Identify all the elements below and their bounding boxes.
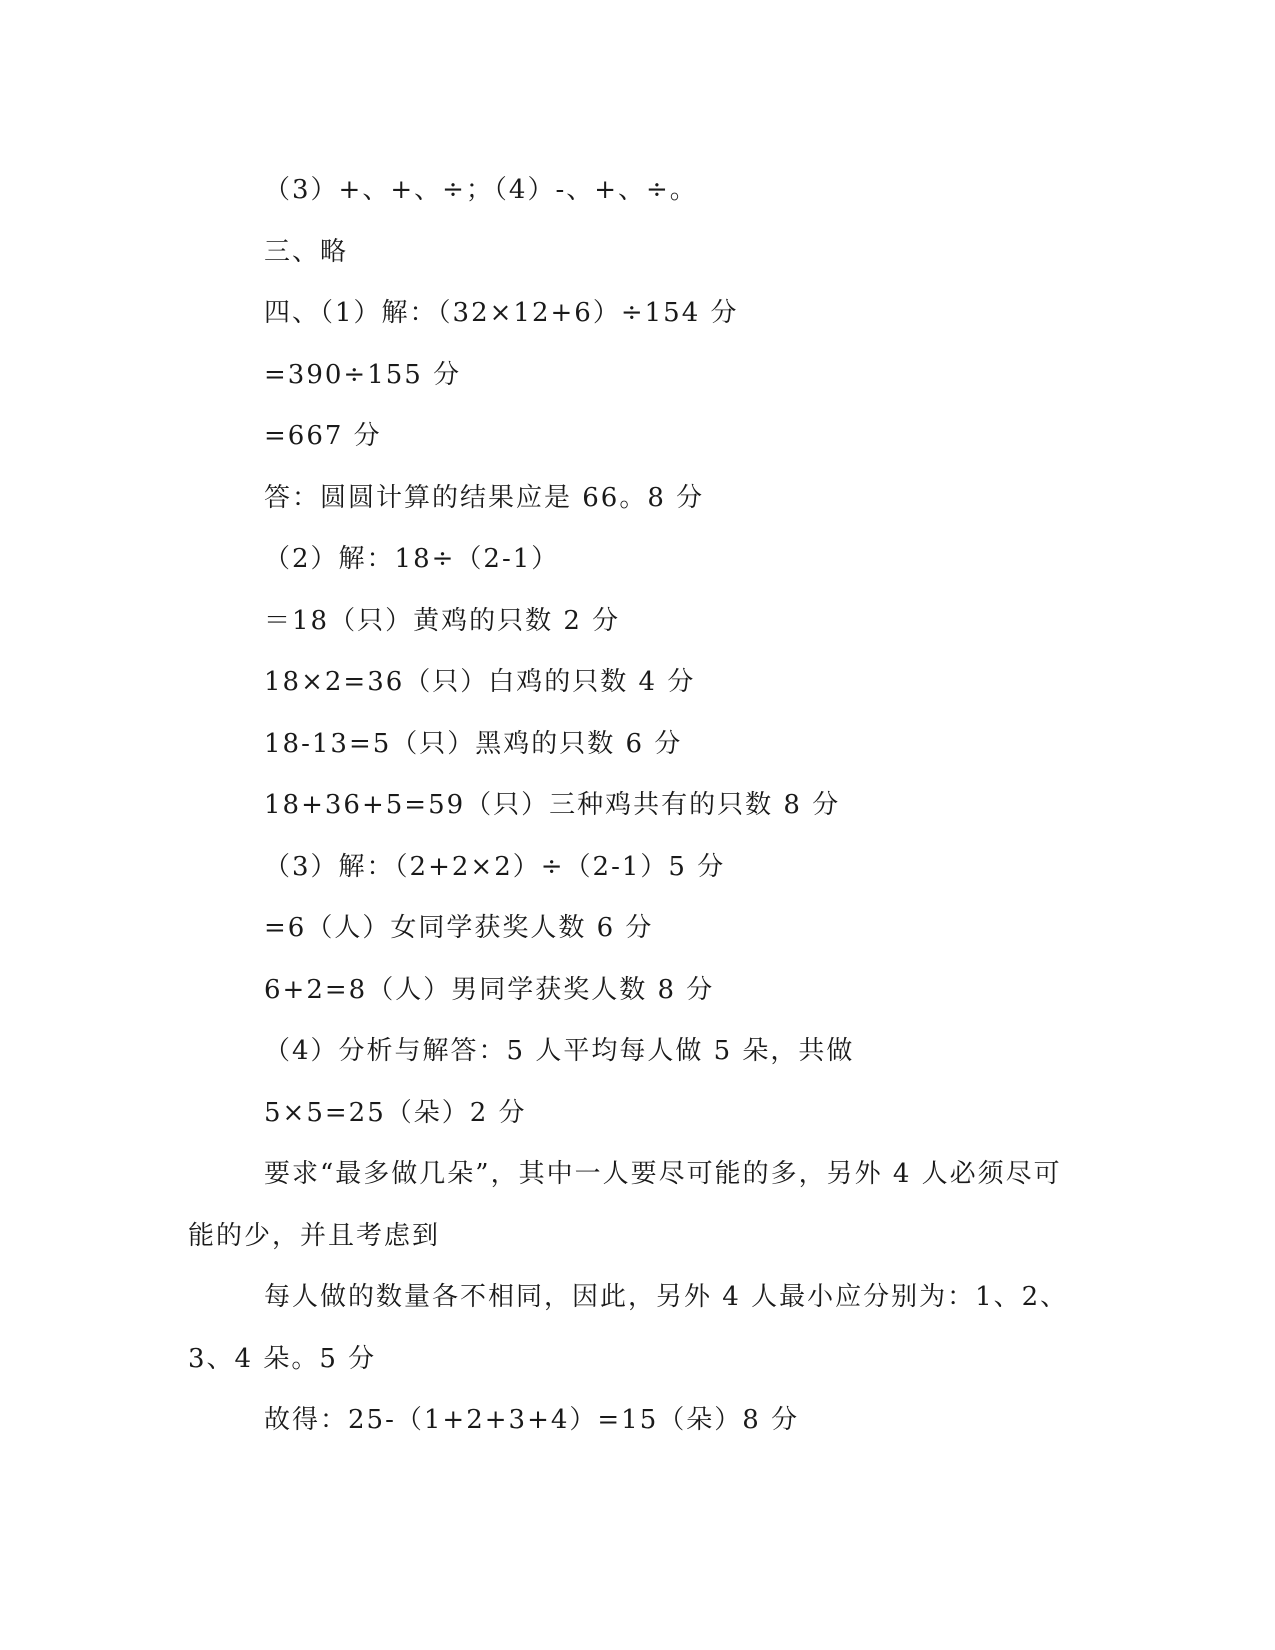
- answer-line-13: =6（人）女同学获奖人数 6 分: [264, 913, 654, 943]
- document-body: [188, 160, 1088, 1452]
- answer-line-20: 3、4 朵。5 分: [188, 1343, 377, 1374]
- answer-line-7: （2）解：18÷（2-1）: [264, 544, 560, 574]
- answer-line-14: 6+2=8（人）男同学获奖人数 8 分: [264, 974, 715, 1005]
- answer-line-8: ＝18（只）黄鸡的只数 2 分: [264, 605, 621, 636]
- answer-line-16: 5×5=25（朵）2 分: [264, 1097, 527, 1128]
- answer-line-9: 18×2=36（只）白鸡的只数 4 分: [264, 667, 696, 697]
- answer-line-21: 故得：25-（1+2+3+4）=15（朵）8 分: [264, 1405, 800, 1435]
- answer-line-4: =390÷155 分: [264, 359, 462, 390]
- answer-line-6: 答：圆圆计算的结果应是 66。8 分: [264, 482, 705, 513]
- answer-line-19: 每人做的数量各不相同，因此，另外 4 人最小应分别为：1、2、: [264, 1282, 1069, 1312]
- answer-line-10: 18-13=5（只）黑鸡的只数 6 分: [264, 728, 683, 759]
- answer-line-18: 能的少，并且考虑到: [188, 1220, 441, 1251]
- answer-line-15: （4）分析与解答：5 人平均每人做 5 朵，共做: [264, 1036, 855, 1066]
- answer-line-2: 三、略: [264, 236, 349, 267]
- answer-line-3: 四、（1）解：（32×12+6）÷154 分: [264, 298, 739, 328]
- answer-line-5: =667 分: [264, 421, 382, 451]
- answer-line-17: 要求“最多做几朵”，其中一人要尽可能的多，另外 4 人必须尽可: [264, 1159, 1062, 1189]
- answer-line-1: （3）+、+、÷；（4）-、+、÷。: [264, 175, 698, 205]
- answer-line-11: 18+36+5=59（只）三种鸡共有的只数 8 分: [264, 790, 841, 820]
- answer-line-12: （3）解：（2+2×2）÷（2-1）5 分: [264, 851, 726, 882]
